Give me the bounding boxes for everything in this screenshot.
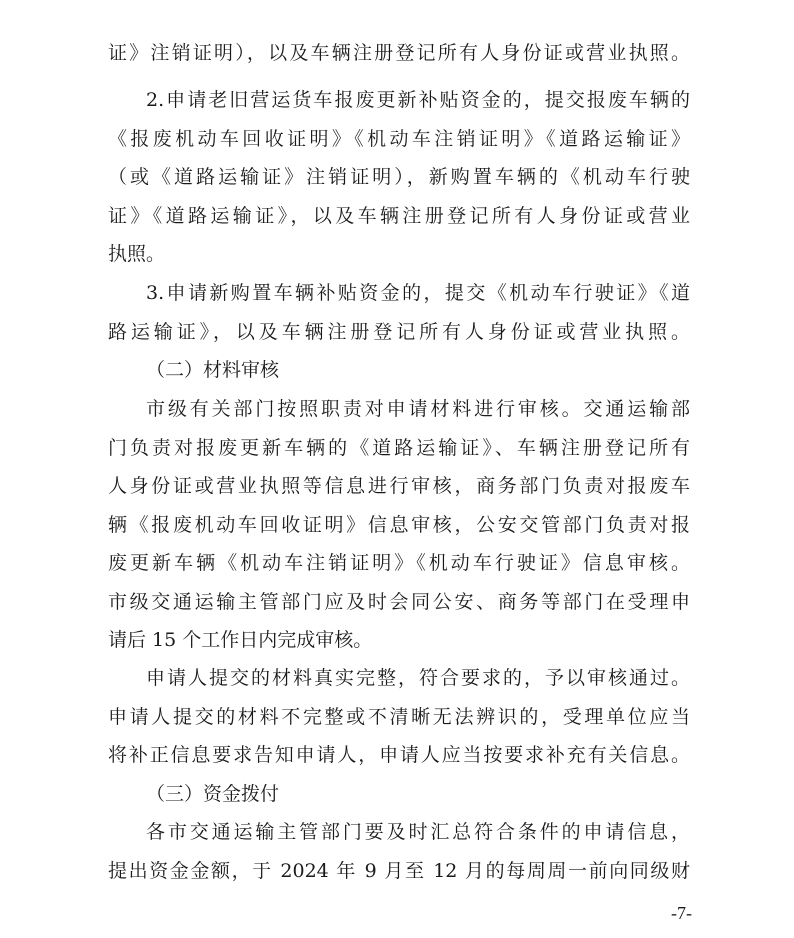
text-line: 辆《报废机动车回收证明》信息审核，公安交管部门负责对报	[108, 514, 690, 536]
section-heading-materials-review: （二）材料审核	[146, 359, 280, 381]
text-line: 废更新车辆《机动车注销证明》《机动车行驶证》信息审核。	[108, 552, 690, 574]
text-line: 各市交通运输主管部门要及时汇总符合条件的申请信息，	[146, 821, 690, 843]
text-line: 门负责对报废更新车辆的《道路运输证》、车辆注册登记所有	[108, 437, 690, 459]
text-line: 申请人提交的材料不完整或不清晰无法辨识的，受理单位应当	[108, 706, 690, 728]
text-line: 3.申请新购置车辆补贴资金的，提交《机动车行驶证》《道	[146, 282, 690, 304]
text-line: 申请人提交的材料真实完整，符合要求的，予以审核通过。	[146, 667, 690, 689]
text-line: 市级有关部门按照职责对申请材料进行审核。交通运输部	[146, 398, 690, 420]
text-line: 执照。	[108, 243, 166, 265]
page-number: -7-	[671, 903, 692, 923]
text-line: 证》注销证明），以及车辆注册登记所有人身份证或营业执照。	[108, 42, 690, 64]
section-heading-fund-allocation: （三）资金拨付	[146, 783, 280, 805]
text-line: 提出资金金额，于 2024 年 9 月至 12 月的每周周一前向同级财	[108, 860, 690, 882]
text-line: 证》《道路运输证》，以及车辆注册登记所有人身份证或营业	[108, 205, 690, 227]
text-line: 2.申请老旧营运货车报废更新补贴资金的，提交报废车辆的	[146, 89, 690, 111]
text-line: 将补正信息要求告知申请人，申请人应当按要求补充有关信息。	[108, 744, 690, 766]
text-line: 路运输证》，以及车辆注册登记所有人身份证或营业执照。	[108, 321, 690, 343]
text-line: 《报废机动车回收证明》《机动车注销证明》《道路运输证》	[108, 128, 690, 150]
text-line: （或《道路运输证》注销证明），新购置车辆的《机动车行驶	[108, 166, 690, 188]
text-line: 人身份证或营业执照等信息进行审核，商务部门负责对报废车	[108, 475, 690, 497]
text-line: 请后 15 个工作日内完成审核。	[108, 629, 373, 651]
text-line: 市级交通运输主管部门应及时会同公安、商务等部门在受理申	[108, 591, 690, 613]
